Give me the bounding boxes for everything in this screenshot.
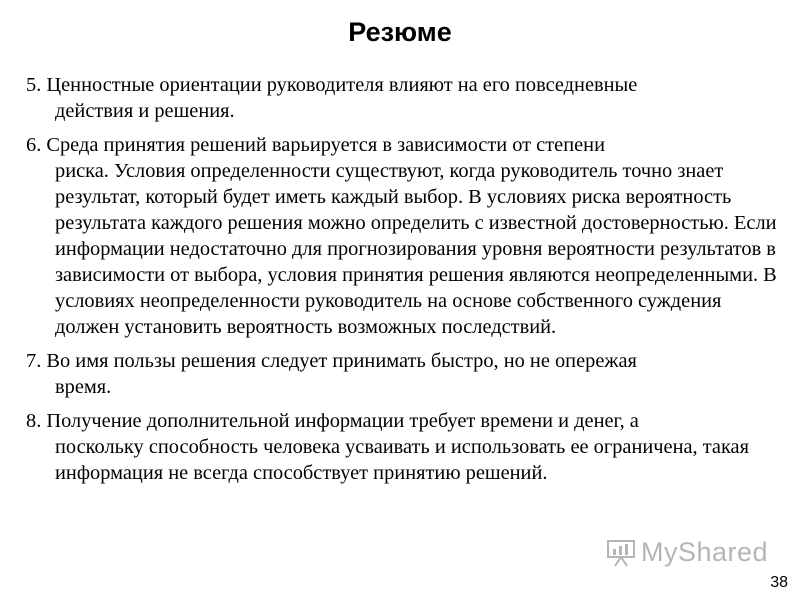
paragraph-continuation: поскольку способность человека усваивать и использовать ее ограничена, такая информация не всегда способствует принятию решений. xyxy=(55,436,749,484)
paragraph-8 xyxy=(26,408,784,486)
paragraph-first-line: 5. Ценностные ориентации руководителя влияют на его повседневные xyxy=(26,74,638,96)
paragraph-6 xyxy=(26,132,784,340)
page-number: 38 xyxy=(770,574,788,591)
paragraph-first-line: 6. Среда принятия решений варьируется в зависимости от степени xyxy=(26,134,605,156)
slide-body xyxy=(26,72,784,494)
myshared-watermark xyxy=(605,537,768,568)
paragraph-continuation: время. xyxy=(55,376,112,398)
watermark-text: MyShared xyxy=(641,537,769,567)
presentation-board-icon xyxy=(605,538,637,568)
paragraph-5 xyxy=(26,72,784,124)
paragraph-first-line: 8. Получение дополнительной информации требует времени и денег, а xyxy=(26,410,639,432)
paragraph-first-line: 7. Во имя пользы решения следует принимать быстро, но не опережая xyxy=(26,350,637,372)
paragraph-continuation: действия и решения. xyxy=(55,100,235,122)
paragraph-continuation: риска. Условия определенности существуют, когда руководитель точно знает результат, который будет иметь каждый выбор. В условиях риска вероятность результата каждого решения можно определить с известной достоверностью. Если информации недостаточно для прогнозирования уровня вероятности результатов в зависимости от выбора, условия принятия решения являются неопределенными. В условиях неопределенности руководитель на основе собственного суждения должен установить вероятность возможных последствий. xyxy=(55,160,777,338)
slide-title: Резюме xyxy=(348,17,452,47)
paragraph-7 xyxy=(26,348,784,400)
